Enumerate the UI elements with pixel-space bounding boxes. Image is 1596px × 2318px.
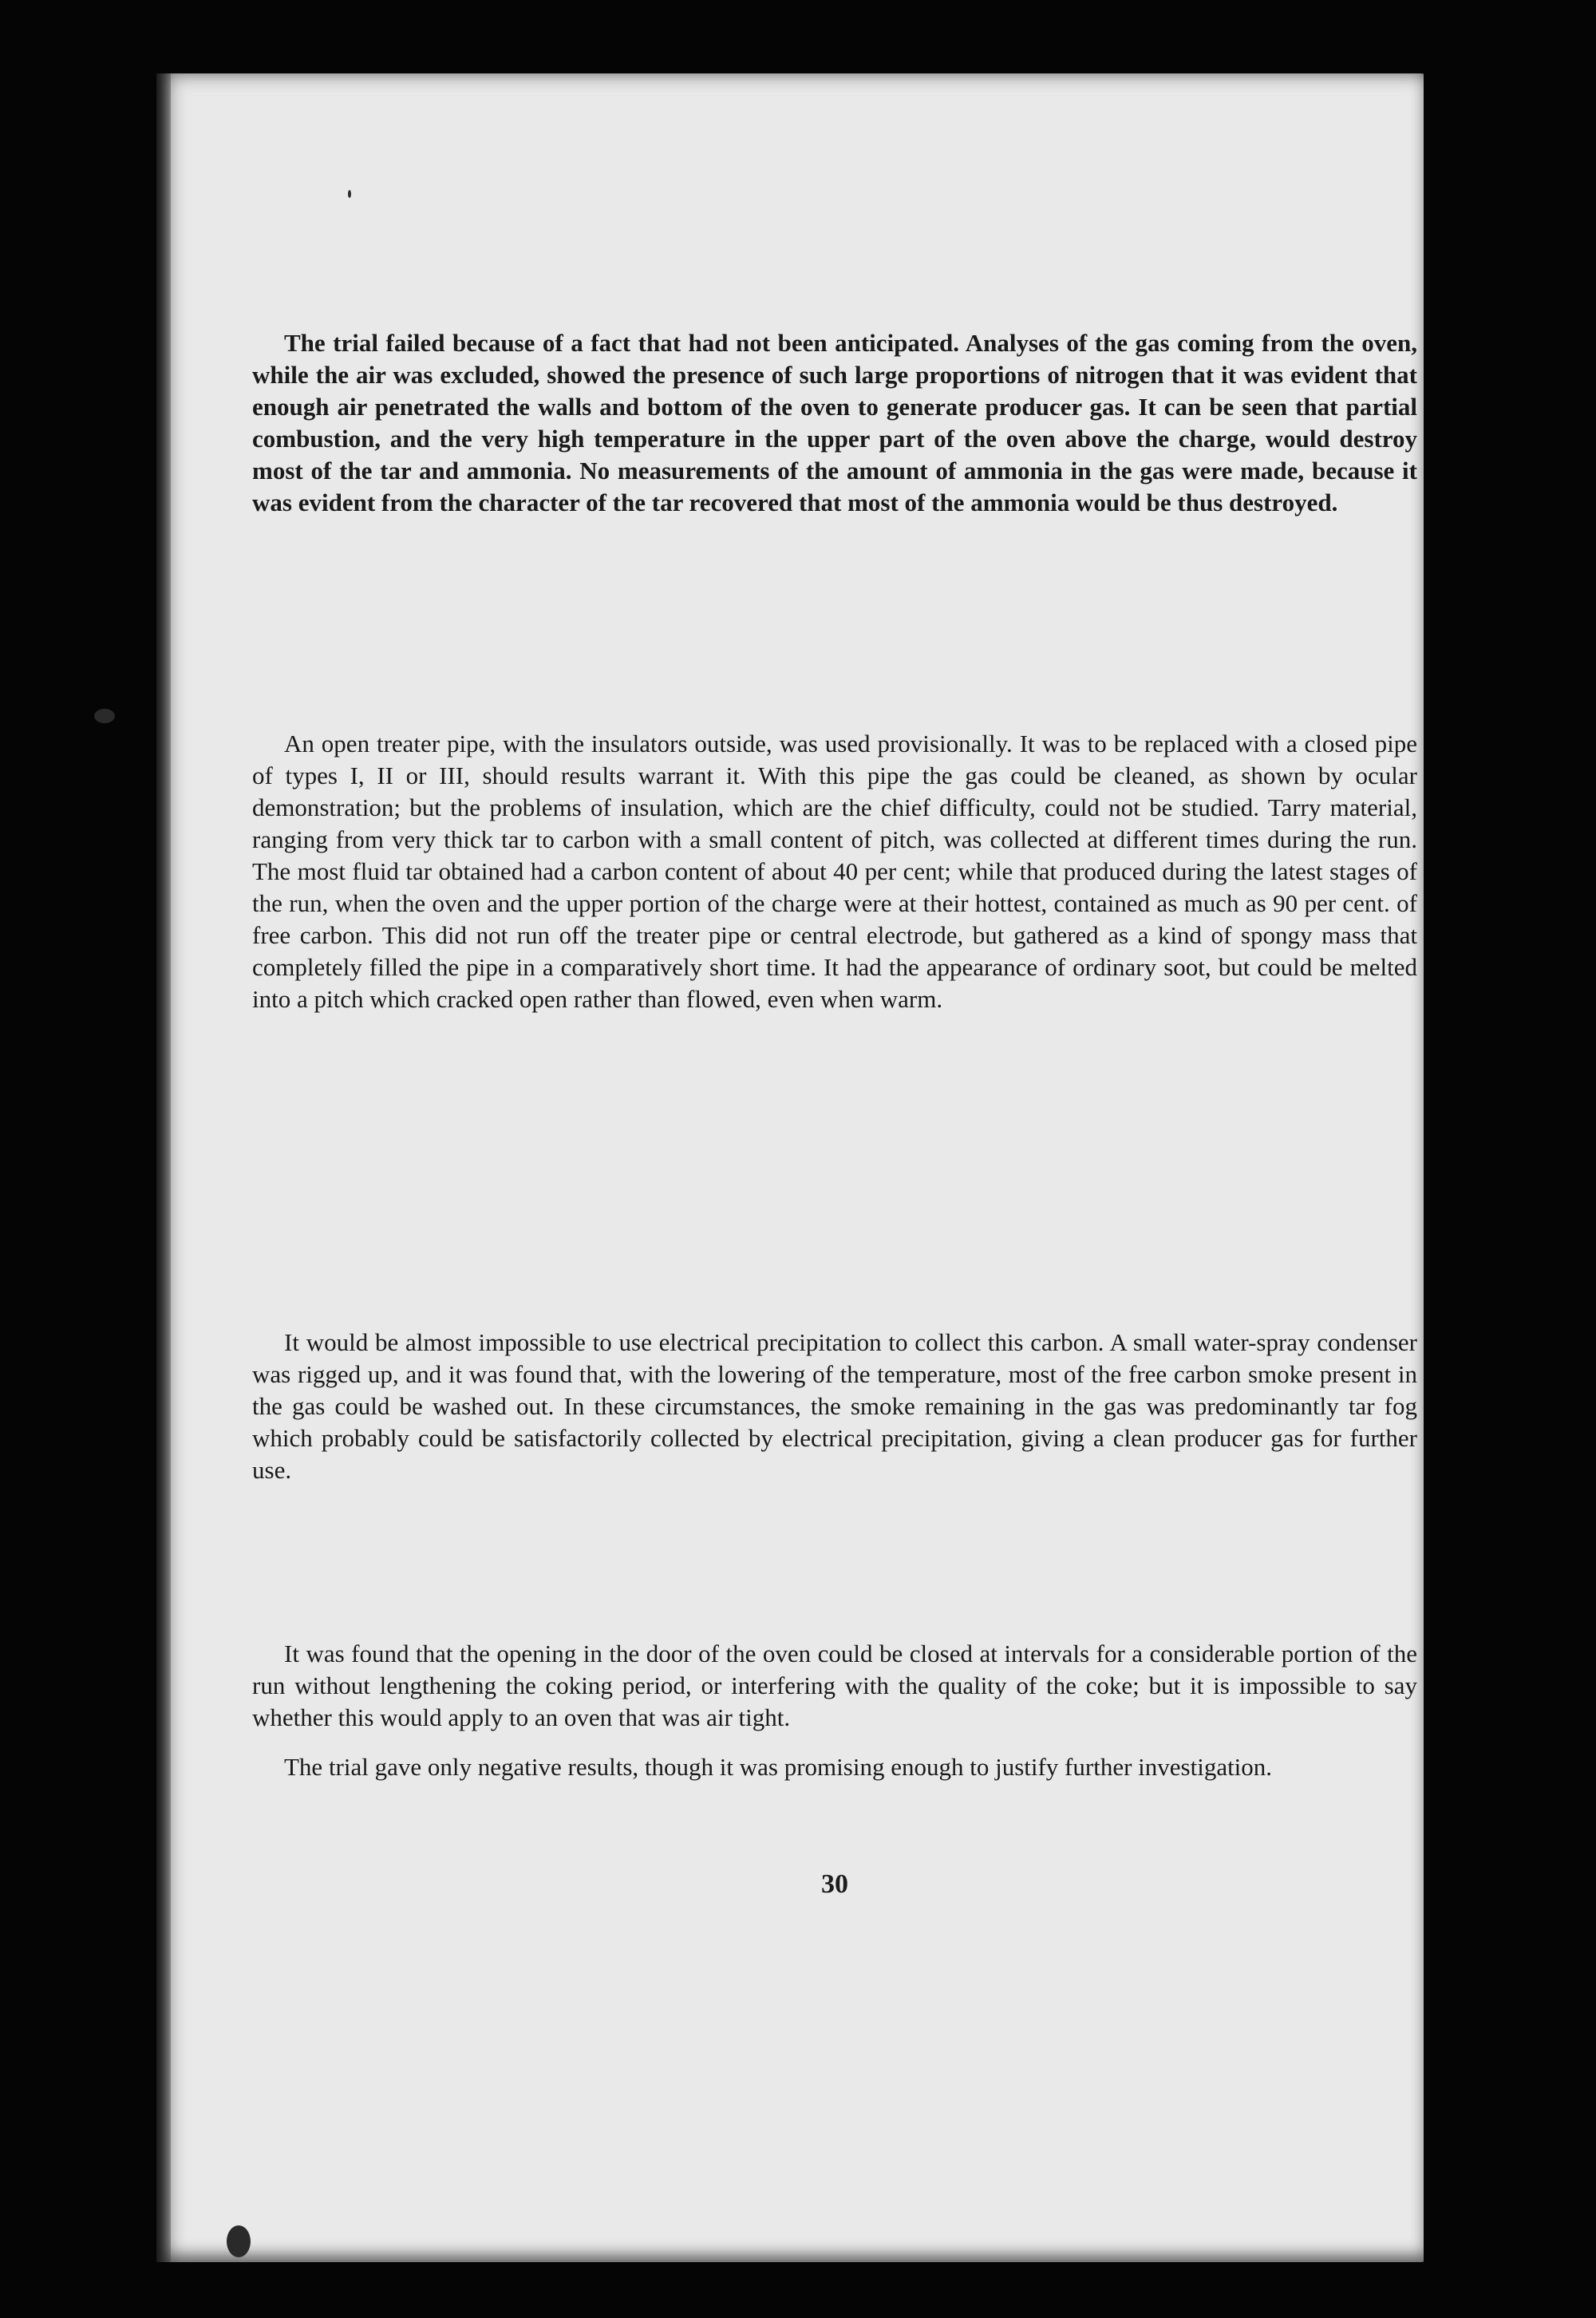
paragraph-3: It would be almost impossible to use electrical precipitation to collect this carbon. A small water-spray condenser was rigged up, and it was found that, with the lowering of the temperature, most of the free carbon smoke present in the gas could be washed out. In these circumstances, the smoke remaining in the gas was predominantly tar fog which probably could be satisfactorily collected by electrical precipitation, giving a clean producer gas for further use. — [252, 1328, 1417, 1484]
page-number: 30 — [821, 1869, 848, 1899]
scan-speck — [348, 190, 351, 198]
paper-sheet — [156, 73, 1424, 2262]
paragraph-2: An open treater pipe, with the insulators outside, was used provisionally. It was to be replaced with a closed pipe of types I, II or III, should results warrant it. With this pipe the gas could be cleaned, as shown by ocular demonstration; but the problems of insulation, which are the chief difficulty, could not be studied. Tarry material, ranging from very thick tar to carbon with a small content of pitch, was collected at different times during the run. The most fluid tar obtained had a carbon content of about 40 per cent; while that produced during the latest stages of the run, when the oven and the upper portion of the charge were at their hottest, contained as much as 90 per cent. of free carbon. This did not run off the treater pipe or central electrode, but gathered as a kind of spongy mass that completely filled the pipe in a comparatively short time. It had the appearance of ordinary soot, but could be melted into a pitch which cracked open rather than flowed, even when warm. — [252, 730, 1417, 1013]
paragraph-1: The trial failed because of a fact that had not been anticipated. Analyses of the gas coming from the oven, while the air was excluded, showed the presence of such large proportions of nitrogen that it was evident that enough air penetrated the walls and bottom of the oven to generate producer gas. It can be seen that partial combustion, and the very high temperature in the upper part of the oven above the charge, would destroy most of the tar and ammonia. No measurements of the amount of ammonia in the gas were made, because it was evident from the character of the tar recovered that most of the ammonia would be thus destroyed. — [252, 329, 1417, 516]
scan-speck — [94, 709, 115, 723]
scan-speck — [227, 2225, 251, 2257]
paragraph-4: It was found that the opening in the door of the oven could be closed at intervals for a considerable portion of the run without lengthening the coking period, or interfering with the quality of the coke; but it is impossible to say whether this would apply to an oven that was air tight. — [252, 1640, 1417, 1731]
paragraph-5: The trial gave only negative results, though it was promising enough to justify further investigation. — [284, 1753, 1273, 1781]
binding-shadow — [156, 73, 171, 2262]
